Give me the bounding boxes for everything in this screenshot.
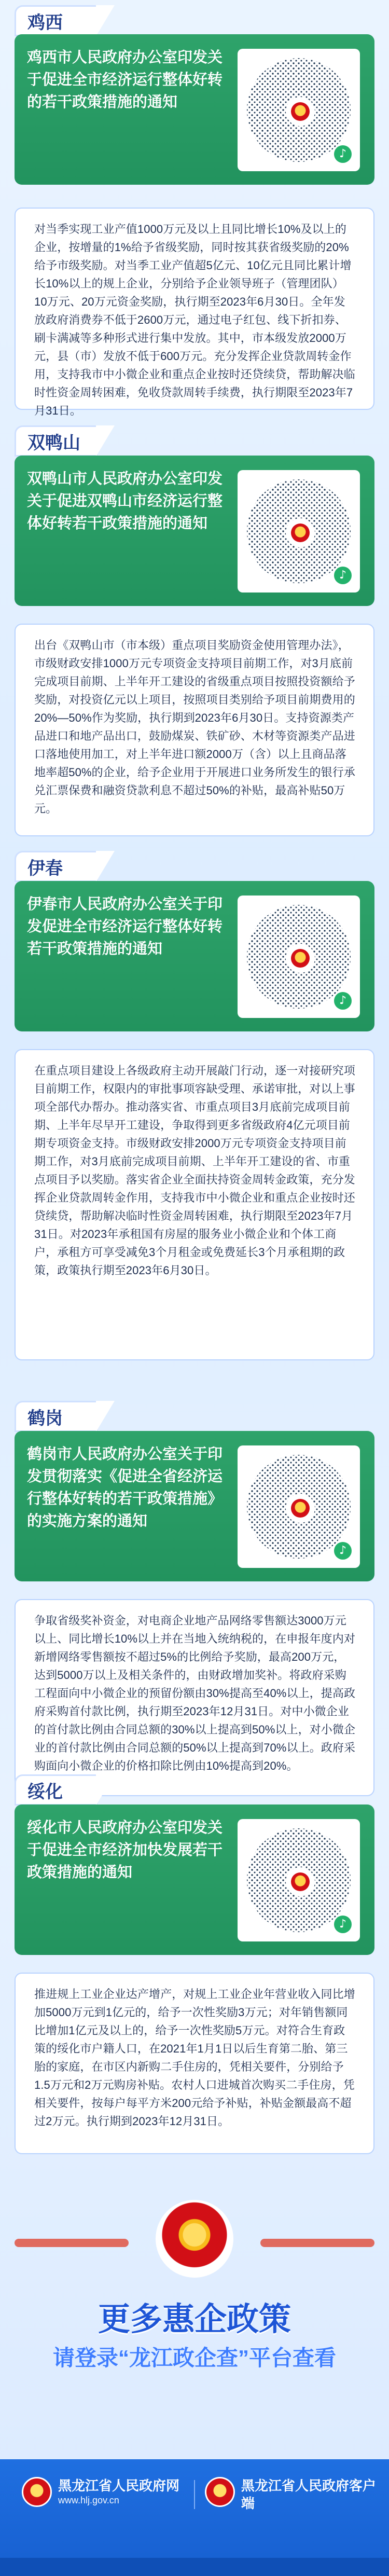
policy-text: 在重点项目建设上各级政府主动开展敲门行动，逐一对接研究项目前期工作，权限内的审批事项容缺受理、承诺审批，对以上事项全部代办帮办。推动落实省、市重点项目3月底前完成项目前期、上半年尽早开工建设，争取得到更多省级政府4亿元项目前期专项资金支持。市级财政安排2000万元专项资金支持项目前期工作，对3月底前完成项目前期、上半年开工建设的省、市重点项目予以奖励。落实省企业全面扶持资金周转金政策，充分发挥企业贷款周转金作用，支持我市中小微企业和重点企业按时还贷续贷，帮助解决临时性资金周转困难，执行期限至2023年7月31日。对2023年承租国有房屋的服务业小微企业和个体工商户，承租方可享受减免3个月租金或免费延长3个月承租期的政策，政策执行期至2023年6月30日。 xyxy=(34,1064,355,1277)
notice-card[interactable] xyxy=(15,1431,374,1581)
section-hegang xyxy=(15,1401,374,1774)
notice-title[interactable]: 绥化市人民政府办公室印发关于促进全市经济加快发展若干政策措施的通知 xyxy=(27,1820,223,1881)
notice-card[interactable] xyxy=(15,456,374,606)
emblem-icon xyxy=(286,944,315,973)
qr-code[interactable] xyxy=(238,896,360,1018)
section-jixi xyxy=(15,0,374,425)
notice-card[interactable] xyxy=(15,881,374,1031)
footer-title: 更多惠企政策 xyxy=(98,2302,291,2337)
city-name: 绥化 xyxy=(27,1782,63,1802)
douyin-icon xyxy=(334,992,352,1010)
policy-text-card xyxy=(15,1599,374,1796)
city-name: 鹤岗 xyxy=(27,1408,63,1428)
policy-text-card xyxy=(15,1973,374,2154)
policy-text-card xyxy=(15,208,374,417)
logo-gov-app[interactable] xyxy=(205,2477,389,2512)
city-badge xyxy=(15,425,98,457)
emblem-icon xyxy=(286,1867,315,1896)
section-yichun xyxy=(15,851,374,1380)
section-suihua xyxy=(15,1774,374,2148)
notice-title[interactable]: 鹤岗市人民政府办公室关于印发贯彻落实《促进全省经济运行整体好转的若干政策措施》的实施方案的通知 xyxy=(27,1446,223,1530)
notice-title[interactable]: 双鸭山市人民政府办公室印发关于促进双鸭山市经济运行整体好转若干政策措施的通知 xyxy=(27,471,223,532)
qr-code[interactable] xyxy=(238,1445,360,1568)
city-badge xyxy=(15,851,98,882)
policy-text: 推进规上工业企业达产增产，对规上工业企业年营业收入同比增加5000万元到1亿元的，给予一次性奖励3万元；对年销售额同比增加1亿元及以上的，给予一次性奖励5万元。对符合生育政策的绥化市户籍人口，在2021年1月1日以后生育第二胎、第三胎的家庭，在市区内新购二手住房的，凭相关要件，分别给予1.5万元和2万元购房补贴。农村人口进城首次购买二手住房，凭相关要件，按每户每平方米200元给予补贴，补贴金额最高不超过2万元。执行期到2023年12月31日。 xyxy=(34,1988,355,2128)
emblem-icon xyxy=(286,97,315,126)
qr-code[interactable] xyxy=(238,49,360,171)
douyin-icon xyxy=(334,145,352,163)
policy-text: 争取省级奖补资金，对电商企业地产品网络零售额达3000万元以上、同比增长10%以上并在当地入统纳税的，在申报年度内对新增网络零售额按不超过5%的比例给予奖励，最高200万元，达到5000万以上及相关条件的，由财政增加奖补。将政府采购工程面向中小微企业的预留份额由30%提高至40%以上，提高政府采购首付款比例，执行期至2023年12月31日。对中小微企业的首付款比例由合同总额的30%以上提高到50%以上，对小微企业的首付款比例由合同总额的50%以上提高到70%以上。政府采购面向小微企业的价格扣除比例由10%提高到20%。 xyxy=(34,1614,356,1772)
national-emblem-icon xyxy=(156,2200,233,2278)
qr-code[interactable] xyxy=(238,470,360,593)
policy-text: 对当季实现工业产值1000万元及以上且同比增长10%及以上的企业，按增量的1%给予省级奖励，同时按其获省级奖励的20%给予市级奖励。对当季工业产值超5亿元、10亿元且同比累计增长10%以上的规上企业，分别给予企业领导班子（管理团队）10万元、20万元资金奖励，执行期至2023年6月30日。全年发放政府消费券不低于2600万元，通过电子红包、线下折扣券、刷卡满减等多种形式进行集中发放。其中，市本级发放2000万元，县（市）发放不低于600万元。充分发挥企业贷款周转金作用，支持我市中小微企业和重点企业按时还贷续贷，帮助解决临时性资金周转困难，免收贷款周转手续费，执行期限至2023年7月31日。 xyxy=(34,223,355,417)
douyin-icon xyxy=(334,567,352,584)
ribbon-left xyxy=(15,2239,129,2247)
emblem-icon xyxy=(205,2477,235,2507)
policy-text-card xyxy=(15,1049,374,1360)
notice-card[interactable] xyxy=(15,1804,374,1955)
footer-strip xyxy=(0,2558,389,2576)
policy-text: 出台《双鸭山市（市本级）重点项目奖励资金使用管理办法》，市级财政安排1000万元专项资金支持项目前期工作，对3月底前完成项目前期、上半年开工建设的省级重点项目按照投资额给予奖励，对投资亿元以上项目，按照项目类别给予项目前期费用的20%—50%作为奖励，执行期到2023年6月30日。支持资源类产品进口和地产品出口，鼓励煤炭、铁矿砂、木材等资源类产品进口落地使用加工，对上半年进口额2000万（含）以上且商品落地率超50%的企业，给予企业用于开展进口业务所发生的银行承兑汇票保费和融资贷款利息不超过50%的补贴，最高补贴50万元。 xyxy=(34,639,355,815)
douyin-icon xyxy=(334,1916,352,1933)
gov-site-name: 黑龙江省人民政府网 xyxy=(58,2478,180,2494)
emblem-icon xyxy=(286,1494,315,1523)
emblem-icon xyxy=(22,2477,52,2507)
city-name: 伊春 xyxy=(27,858,63,878)
qr-code[interactable] xyxy=(238,1819,360,1941)
city-name: 鸡西 xyxy=(27,12,63,33)
logo-gov-site[interactable] xyxy=(22,2477,179,2507)
douyin-icon xyxy=(334,1542,352,1560)
section-shuangyashan xyxy=(15,425,374,841)
city-badge xyxy=(15,5,98,36)
footer-divider xyxy=(194,2480,195,2509)
gov-app-name: 黑龙江省人民政府客户端 xyxy=(241,2478,376,2511)
ribbon-right xyxy=(260,2239,374,2247)
city-name: 双鸭山 xyxy=(27,433,80,453)
emblem-icon xyxy=(286,518,315,547)
city-badge xyxy=(15,1401,98,1432)
city-badge xyxy=(15,1774,98,1806)
gov-site-url: www.hlj.gov.cn xyxy=(58,2495,119,2505)
footer-subtitle: 请登录“龙江政企查”平台查看 xyxy=(52,2346,336,2370)
notice-title[interactable]: 伊春市人民政府办公室关于印发促进全市经济运行整体好转若干政策措施的通知 xyxy=(27,896,223,957)
notice-card[interactable] xyxy=(15,34,374,185)
policy-text-card xyxy=(15,624,374,836)
notice-title[interactable]: 鸡西市人民政府办公室印发关于促进全市经济运行整体好转的若干政策措施的通知 xyxy=(27,49,223,111)
